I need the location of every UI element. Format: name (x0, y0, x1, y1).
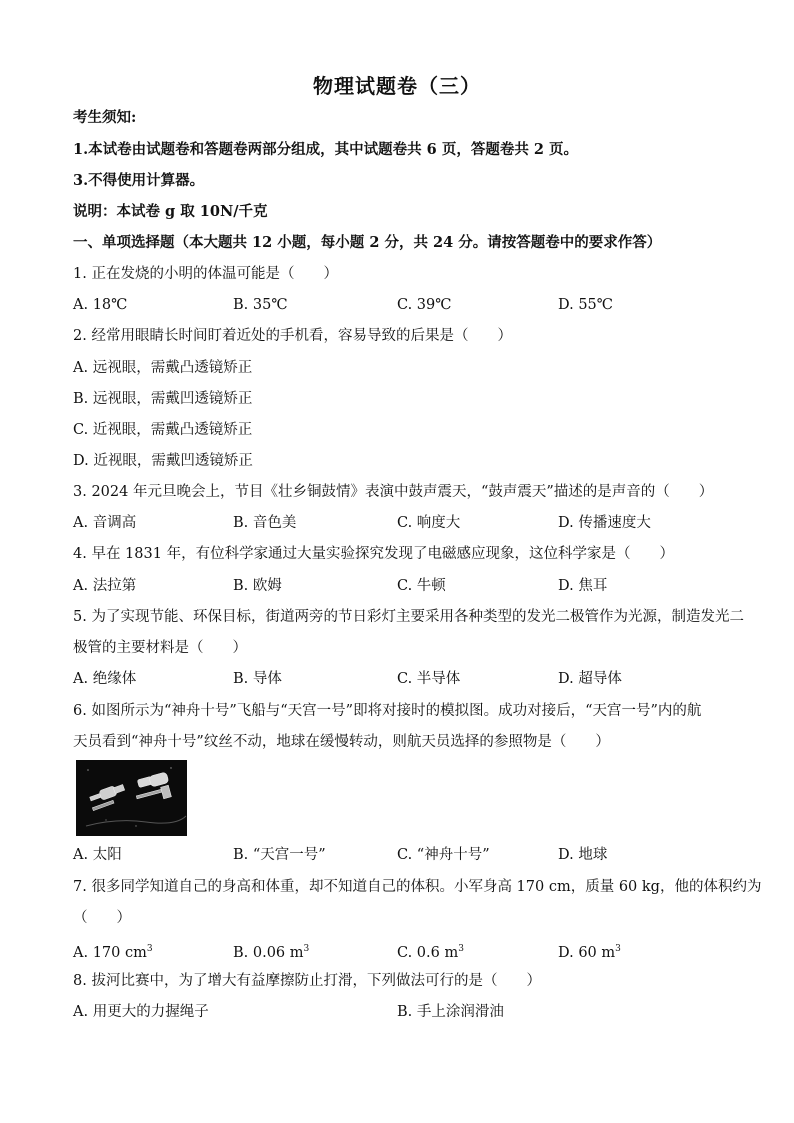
question-5-stem-line-1: 5. 为了实现节能、环保目标，街道两旁的节日彩灯主要采用各种类型的发光二极管作为光源，制造发光二 (73, 609, 744, 625)
notice-heading: 考生须知: (73, 109, 137, 126)
question-6-option-d[interactable]: D. 地球 (558, 847, 608, 863)
option-text: A. 170 cm (73, 944, 147, 961)
question-6-stem-line-1: 6. 如图所示为“神舟十号”飞船与“天宫一号”即将对接时的模拟图。成功对接后，“天宫一号”内的航 (73, 703, 702, 719)
question-5-option-d[interactable]: D. 超导体 (558, 671, 622, 687)
notice-note: 说明：本试卷 g 取 10N/千克 (73, 203, 268, 220)
question-6-stem-line-2: 天员看到“神舟十号”纹丝不动，地球在缓慢转动，则航天员选择的参照物是（ ） (73, 734, 610, 750)
question-7-stem-line-1: 7. 很多同学知道自己的身高和体重，却不知道自己的体积。小军身高 170 cm，质量 60 kg，他的体积约为 (73, 879, 762, 895)
question-3-option-d[interactable]: D. 传播速度大 (558, 515, 651, 531)
page-title: 物理试题卷（三） (313, 74, 481, 98)
spacecraft-illustration (76, 760, 187, 836)
question-5-option-b[interactable]: B. 导体 (233, 671, 282, 687)
notice-item-1: 1.本试卷由试题卷和答题卷两部分组成，其中试题卷共 6 页，答题卷共 2 页。 (73, 141, 579, 158)
notice-item-3: 3.不得使用计算器。 (73, 172, 205, 189)
question-6-option-a[interactable]: A. 太阳 (73, 847, 122, 863)
question-5-stem-line-2: 极管的主要材料是（ ） (73, 640, 247, 656)
question-8-option-a[interactable]: A. 用更大的力握绳子 (73, 1004, 209, 1020)
question-6-option-c[interactable]: C. “神舟十号” (397, 847, 490, 863)
question-8-option-b[interactable]: B. 手上涂润滑油 (397, 1004, 504, 1020)
question-7-option-b[interactable] (233, 939, 309, 963)
question-3-option-b[interactable]: B. 音色美 (233, 515, 297, 531)
question-6-option-b[interactable]: B. “天宫一号” (233, 847, 326, 863)
superscript: 3 (146, 944, 153, 954)
question-5-option-c[interactable]: C. 半导体 (397, 671, 461, 687)
question-7-option-c[interactable] (397, 939, 464, 963)
question-5-option-a[interactable]: A. 绝缘体 (73, 671, 137, 687)
question-4-stem: 4. 早在 1831 年，有位科学家通过大量实验探究发现了电磁感应现象，这位科学家是（ ） (73, 546, 675, 562)
question-4-option-c[interactable]: C. 牛顿 (397, 578, 446, 594)
question-1-option-c[interactable]: C. 39℃ (397, 297, 452, 313)
question-2-option-c[interactable]: C. 近视眼，需戴凸透镜矫正 (73, 422, 253, 438)
section-heading: 一、单项选择题（本大题共 12 小题，每小题 2 分，共 24 分。请按答题卷中的要求作答） (73, 234, 662, 251)
question-2-option-a[interactable]: A. 远视眼，需戴凸透镜矫正 (73, 360, 253, 376)
docking-spacecraft-image (76, 760, 187, 836)
question-4-option-b[interactable]: B. 欧姆 (233, 578, 282, 594)
question-1-stem: 1. 正在发烧的小明的体温可能是（ ） (73, 266, 338, 282)
question-1-option-a[interactable]: A. 18℃ (73, 297, 128, 313)
option-text: D. 60 m (558, 944, 616, 961)
question-1-option-b[interactable]: B. 35℃ (233, 297, 288, 313)
option-text: B. 0.06 m (233, 944, 304, 961)
option-text: C. 0.6 m (397, 944, 459, 961)
question-3-option-c[interactable]: C. 响度大 (397, 515, 461, 531)
question-7-stem-line-2: （ ） (73, 910, 131, 926)
question-7-option-d[interactable] (558, 939, 621, 963)
superscript: 3 (303, 944, 310, 954)
question-2-stem: 2. 经常用眼睛长时间盯着近处的手机看，容易导致的后果是（ ） (73, 328, 512, 344)
question-3-option-a[interactable]: A. 音调高 (73, 515, 137, 531)
question-2-option-d[interactable]: D. 近视眼，需戴凹透镜矫正 (73, 453, 253, 469)
superscript: 3 (458, 944, 464, 954)
question-8-stem: 8. 拔河比赛中，为了增大有益摩擦防止打滑，下列做法可行的是（ ） (73, 973, 541, 989)
question-4-option-a[interactable]: A. 法拉第 (73, 578, 137, 594)
question-3-stem: 3. 2024 年元旦晚会上，节目《壮乡铜鼓情》表演中鼓声震天，“鼓声震天”描述的是声音的（ ） (73, 484, 714, 500)
superscript: 3 (615, 944, 621, 954)
question-2-option-b[interactable]: B. 远视眼，需戴凹透镜矫正 (73, 391, 253, 407)
question-1-option-d[interactable]: D. 55℃ (558, 297, 613, 313)
question-4-option-d[interactable]: D. 焦耳 (558, 578, 608, 594)
question-7-option-a[interactable] (73, 939, 153, 963)
